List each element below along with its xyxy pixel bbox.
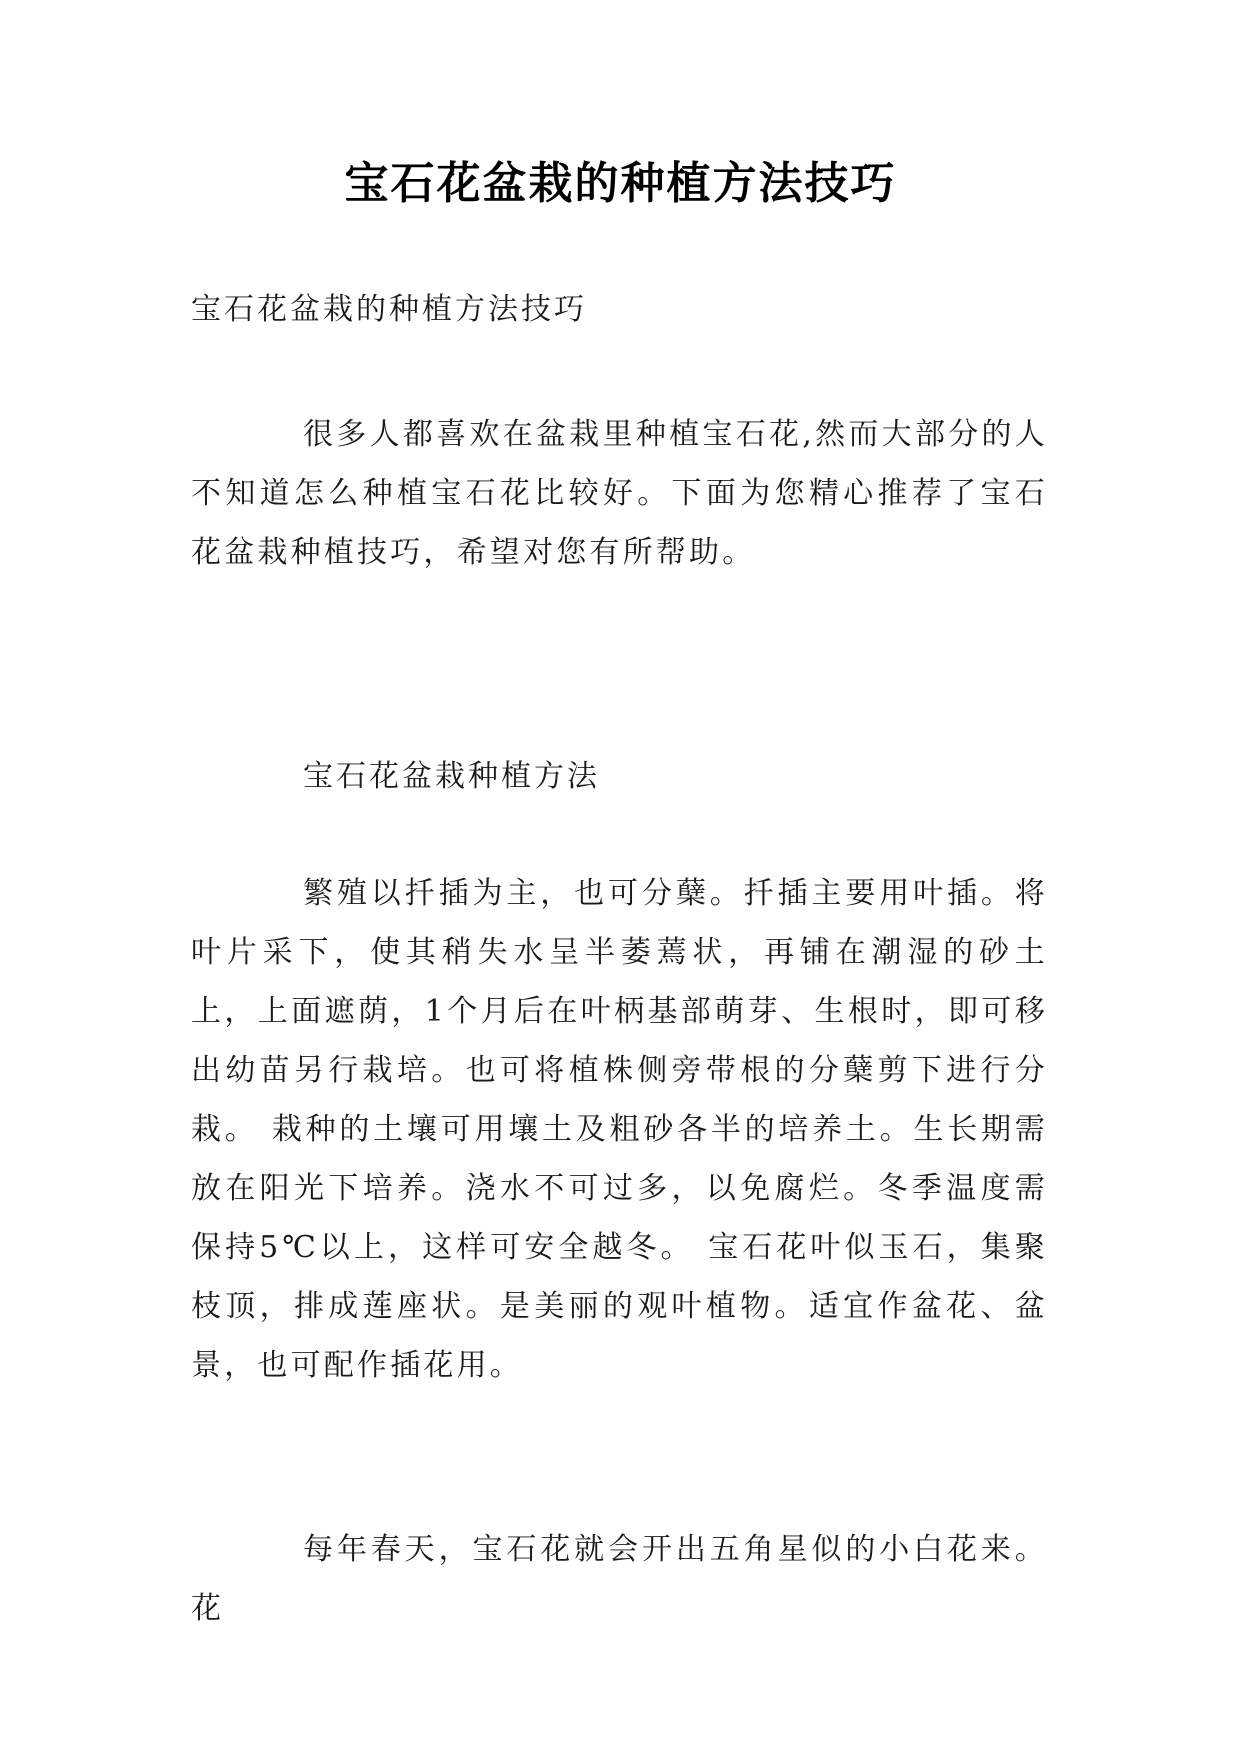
section-body-paragraph: 繁殖以扦插为主，也可分蘖。扦插主要用叶插。将叶片采下，使其稍失水呈半萎蔫状，再铺在潮湿的砂土上，上面遮荫，1个月后在叶柄基部萌芽、生根时，即可移出幼苗另行栽培。也可将植株侧旁带根的分蘖剪下进行分栽。 栽种的土壤可用壤土及粗砂各半的培养土。生长期需放在阳光下培养。浇水不可过多，以免腐烂。冬季温度需保持5℃以上，这样可安全越冬。 宝石花叶似玉石，集聚枝顶，排成莲座状。是美丽的观叶植物。适宜作盆花、盆景，也可配作插花用。 [191,876,1048,1383]
document-subtitle: 宝石花盆栽的种植方法技巧 [191,292,587,327]
section-heading: 宝石花盆栽种植方法 [303,759,600,794]
closing-paragraph: 每年春天，宝石花就会开出五角星似的小白花来。花 [191,1532,1048,1626]
intro-paragraph: 很多人都喜欢在盆栽里种植宝石花,然而大部分的人不知道怎么种植宝石花比较好。下面为您精心推荐了宝石花盆栽种植技巧，希望对您有所帮助。 [191,417,1048,570]
document-title: 宝石花盆栽的种植方法技巧 [344,158,897,209]
